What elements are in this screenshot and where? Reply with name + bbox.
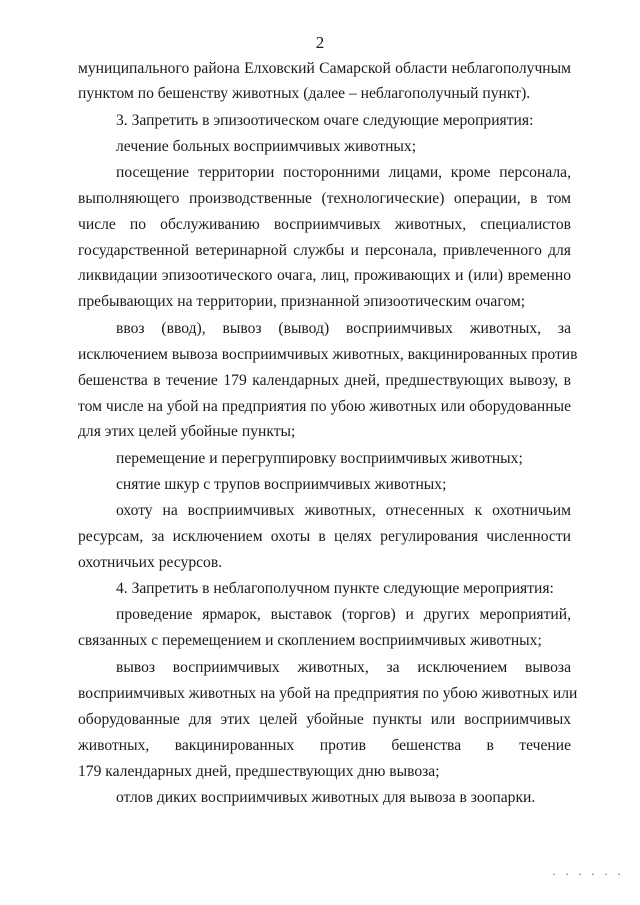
section-heading: 3. Запретить в эпизоотическом очаге следующие мероприятия: <box>116 112 534 129</box>
list-item: перемещение и перегруппировку восприимчивых животных; <box>116 450 523 467</box>
text-line: пунктом по бешенству животных (далее – неблагополучный пункт). <box>78 85 531 102</box>
list-item: посещение территории посторонними лицами, кроме персонала, <box>116 164 571 181</box>
text-line: том числе на убой на предприятия по убою животных или оборудованные <box>78 398 571 415</box>
text-line: связанных с перемещением и скоплением восприимчивых животных; <box>78 632 542 649</box>
text-line: охотничьих ресурсов. <box>78 554 223 571</box>
text-line: муниципального района Елховский Самарской области неблагополучным <box>78 60 571 77</box>
text-line: для этих целей убойные пункты; <box>78 423 296 440</box>
text-line: государственной ветеринарной службы и персонала, привлеченного для <box>78 242 571 259</box>
text-line: ресурсам, за исключением охоты в целях регулирования численности <box>78 528 571 545</box>
text-line: ликвидации эпизоотического очага, лиц, проживающих и (или) временно <box>78 267 571 284</box>
scan-artifact: · · · · · · <box>552 867 624 881</box>
list-item: проведение ярмарок, выставок (торгов) и других мероприятий, <box>116 606 571 623</box>
text-line: исключением вывоза восприимчивых животных, вакцинированных против <box>78 346 578 363</box>
text-line: пребывающих на территории, признанной эпизоотическим очагом; <box>78 293 526 310</box>
list-item: отлов диких восприимчивых животных для вывоза в зоопарки. <box>116 789 536 806</box>
list-item: вывоз восприимчивых животных, за исключением вывоза <box>116 659 571 676</box>
list-item: ввоз (ввод), вывоз (вывод) восприимчивых животных, за <box>116 320 571 337</box>
text-line: животных, вакцинированных против бешенства в течение <box>78 737 571 754</box>
page-number: 2 <box>315 33 325 52</box>
list-item: охоту на восприимчивых животных, отнесенных к охотничьим <box>116 502 571 519</box>
text-line: 179 календарных дней, предшествующих дню вывоза; <box>78 763 440 780</box>
list-item: снятие шкур с трупов восприимчивых животных; <box>116 476 447 493</box>
text-line: бешенства в течение 179 календарных дней, предшествующих вывозу, в <box>78 372 571 389</box>
text-line: восприимчивых животных на убой на предприятия по убою животных или <box>78 685 578 702</box>
text-line: выполняющего производственные (технологические) операции, в том <box>78 190 571 207</box>
text-line: числе по обслуживанию восприимчивых животных, специалистов <box>78 216 571 233</box>
text-line: оборудованные для этих целей убойные пункты или восприимчивых <box>78 711 571 728</box>
list-item: лечение больных восприимчивых животных; <box>116 138 417 155</box>
section-heading: 4. Запретить в неблагополучном пункте следующие мероприятия: <box>116 580 554 597</box>
